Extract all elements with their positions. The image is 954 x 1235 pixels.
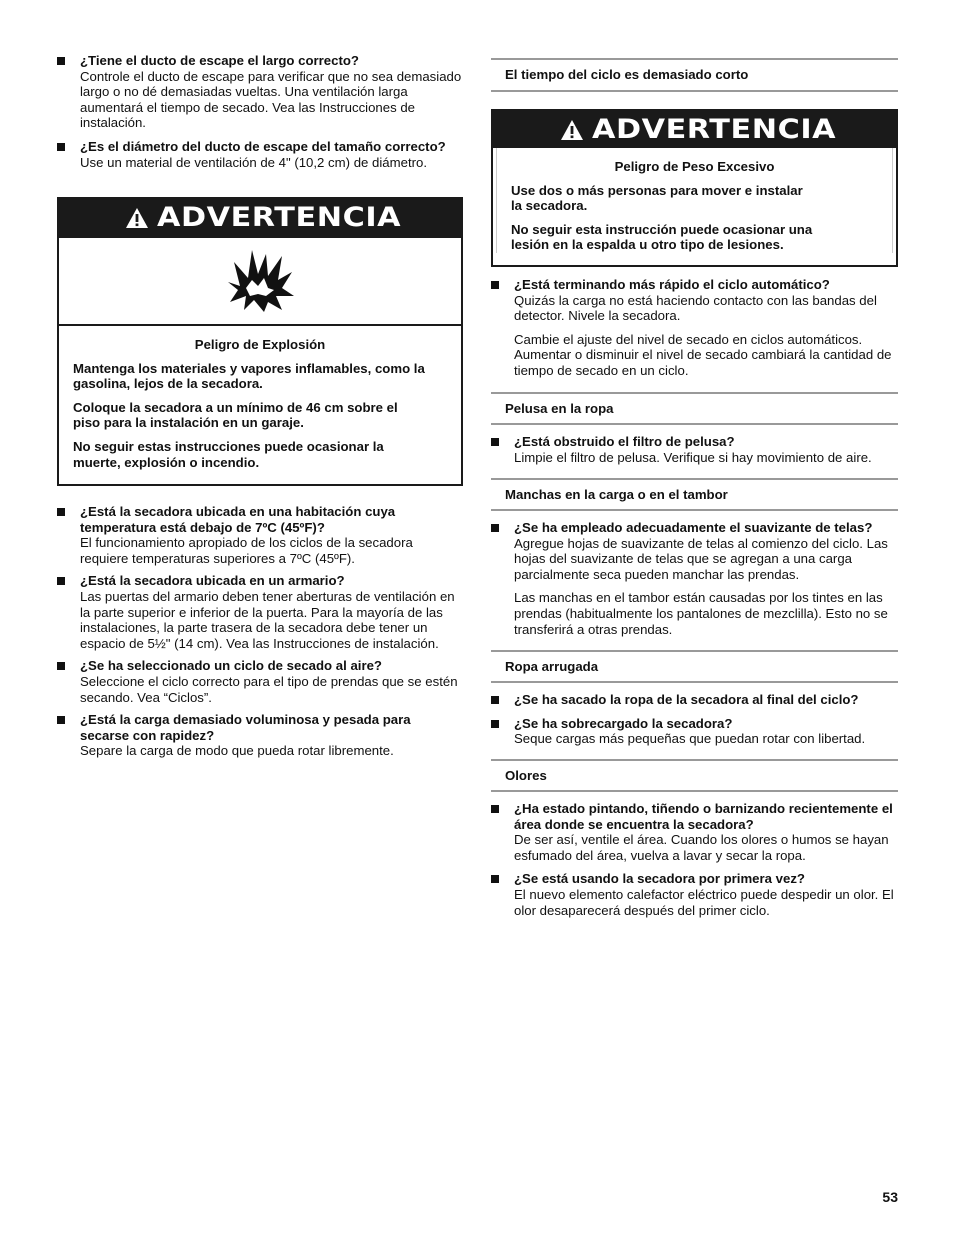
bullet-icon: [491, 696, 499, 704]
list-item: [491, 692, 898, 708]
answer: Seleccione el ciclo correcto para el tipo de prendas que se estén secando. Vea “Ciclos”.: [80, 673, 458, 705]
question: ¿Es el diámetro del ducto de escape del tamaño correcto?: [80, 138, 446, 154]
weight-warning-box: [491, 109, 898, 267]
list-item: [491, 716, 898, 747]
question: ¿Está terminando más rápido el ciclo automático?: [514, 277, 830, 292]
section-wrinkled: [491, 650, 898, 747]
bullet-icon: [491, 720, 499, 728]
warning-title: ADVERTENCIA: [157, 201, 402, 233]
section-odors: [491, 759, 898, 918]
bullet-icon: [57, 143, 65, 151]
bullet-icon: [57, 508, 65, 516]
page-number: 53: [882, 1189, 898, 1205]
answer: Limpie el filtro de pelusa. Verifique si hay movimiento de aire.: [514, 449, 872, 465]
explosion-warning-box: [57, 197, 463, 486]
warning-triangle-icon: [125, 207, 149, 229]
answer: Separe la carga de modo que pueda rotar libremente.: [80, 743, 394, 759]
explosion-pictogram: [59, 236, 461, 324]
bullet-icon: [491, 805, 499, 813]
bullet-icon: [491, 281, 499, 289]
question: ¿Se ha sacado la ropa de la secadora al final del ciclo?: [514, 692, 859, 707]
question: ¿Está obstruido el filtro de pelusa?: [514, 434, 735, 449]
question: ¿Se ha sobrecargado la secadora?: [514, 715, 733, 731]
question: ¿Se ha seleccionado un ciclo de secado al aire?: [80, 658, 382, 674]
list-item: [57, 658, 463, 705]
list-item: [491, 871, 898, 918]
hazard-title: Peligro de Explosión: [194, 337, 326, 352]
question: ¿Tiene el ducto de escape el largo correcto?: [80, 53, 359, 68]
section-lint: [491, 392, 898, 465]
explosion-icon: [224, 248, 296, 314]
warning-triangle-icon: [560, 119, 584, 141]
list-item: [57, 53, 463, 131]
warning-title: ADVERTENCIA: [591, 113, 836, 145]
warning-line: Mantenga los materiales y vapores inflamables, como la gasolina, lejos de la secadora.: [73, 360, 425, 392]
hazard-title: Peligro de Peso Excesivo: [614, 159, 775, 174]
section-heading: Manchas en la carga o en el tambor: [505, 487, 728, 502]
warning-header: [59, 199, 461, 236]
answer: De ser así, ventile el área. Cuando los olores o humos se hayan esfumado del área, vuelva a lavar y secar la ropa.: [514, 832, 889, 863]
warning-line: Use dos o más personas para mover e instalar la secadora.: [511, 182, 803, 214]
list-item: [57, 573, 463, 651]
question: ¿Se ha empleado adecuadamente el suavizante de telas?: [514, 520, 873, 535]
section-cycle-short: [491, 58, 898, 92]
bullet-icon: [491, 438, 499, 446]
left-column: [57, 53, 463, 170]
section-heading: El tiempo del ciclo es demasiado corto: [505, 67, 749, 82]
question: ¿Está la carga demasiado voluminosa y pesada para secarse con rapidez?: [80, 712, 411, 743]
section-heading: Pelusa en la ropa: [505, 401, 614, 416]
warning-header: [493, 111, 896, 148]
bullet-icon: [57, 57, 65, 65]
answer: Seque cargas más pequeñas que puedan rotar con libertad.: [514, 731, 866, 747]
left-column-lower: [57, 504, 463, 759]
warning-line: No seguir estas instrucciones puede ocasionar la muerte, explosión o incendio.: [73, 438, 384, 470]
bullet-icon: [491, 875, 499, 883]
bullet-icon: [491, 524, 499, 532]
question: ¿Está la secadora ubicada en un armario?: [80, 573, 345, 589]
section-heading: Ropa arrugada: [505, 659, 599, 674]
list-item: [491, 277, 898, 379]
answer: Las manchas en el tambor están causadas por los tintes en las prendas (habitualmente los pantalones de mezclilla). Esto no se transferirá a otras prendas.: [514, 590, 888, 637]
answer: Controle el ducto de escape para verificar que no sea demasiado largo o no dé demasiadas vueltas. Una ventilación larga aumentará el tiempo de secado. Vea las Instrucciones de instalación.: [80, 68, 462, 131]
section-stains: [491, 478, 898, 637]
answer: Agregue hojas de suavizante de telas al comienzo del ciclo. Las hojas del suavizante de telas que se agregan a una carga parcialmente seca pueden manchar las prendas.: [514, 535, 888, 582]
list-item: [491, 434, 898, 465]
list-item: [491, 801, 898, 863]
warning-line: Coloque la secadora a un mínimo de 46 cm sobre el piso para la instalación en un garaje.: [73, 399, 398, 431]
answer: El funcionamiento apropiado de los ciclos de la secadora requiere temperaturas superiores a 7ºC (45ºF).: [80, 535, 413, 566]
question: ¿Está la secadora ubicada en una habitación cuya temperatura está debajo de 7ºC (45ºF)?: [80, 504, 396, 535]
answer: Use un material de ventilación de 4" (10,2 cm) de diámetro.: [80, 154, 427, 170]
answer: El nuevo elemento calefactor eléctrico puede despedir un olor. El olor desaparecerá después del primer ciclo.: [514, 886, 894, 918]
list-item: [57, 712, 463, 759]
warning-line: No seguir esta instrucción puede ocasionar una lesión en la espalda u otro tipo de lesiones.: [511, 221, 813, 253]
right-item-block: [491, 277, 898, 379]
answer: Quizás la carga no está haciendo contacto con las bandas del detector. Nivele la secadora.: [514, 292, 877, 324]
question: ¿Ha estado pintando, tiñendo o barnizando recientemente el área donde se encuentra la secadora?: [514, 801, 893, 832]
list-item: [57, 139, 463, 170]
section-heading: Olores: [505, 768, 547, 783]
bullet-icon: [57, 577, 65, 585]
bullet-icon: [57, 662, 65, 670]
question: ¿Se está usando la secadora por primera vez?: [514, 871, 805, 887]
answer: Las puertas del armario deben tener aberturas de ventilación en la parte superior e inferior de la puerta. Para la mayoría de las instalaciones, la parte trasera de la secadora debe tener un espacio de 5½" (14 cm). Vea las Instrucciones de instalación.: [80, 588, 455, 651]
answer: Cambie el ajuste del nivel de secado en ciclos automáticos. Aumentar o disminuir el nivel de secado cambiará la cantidad de tiempo de secado en un ciclo.: [514, 331, 892, 378]
list-item: [491, 520, 898, 637]
list-item: [57, 504, 463, 566]
bullet-icon: [57, 716, 65, 724]
